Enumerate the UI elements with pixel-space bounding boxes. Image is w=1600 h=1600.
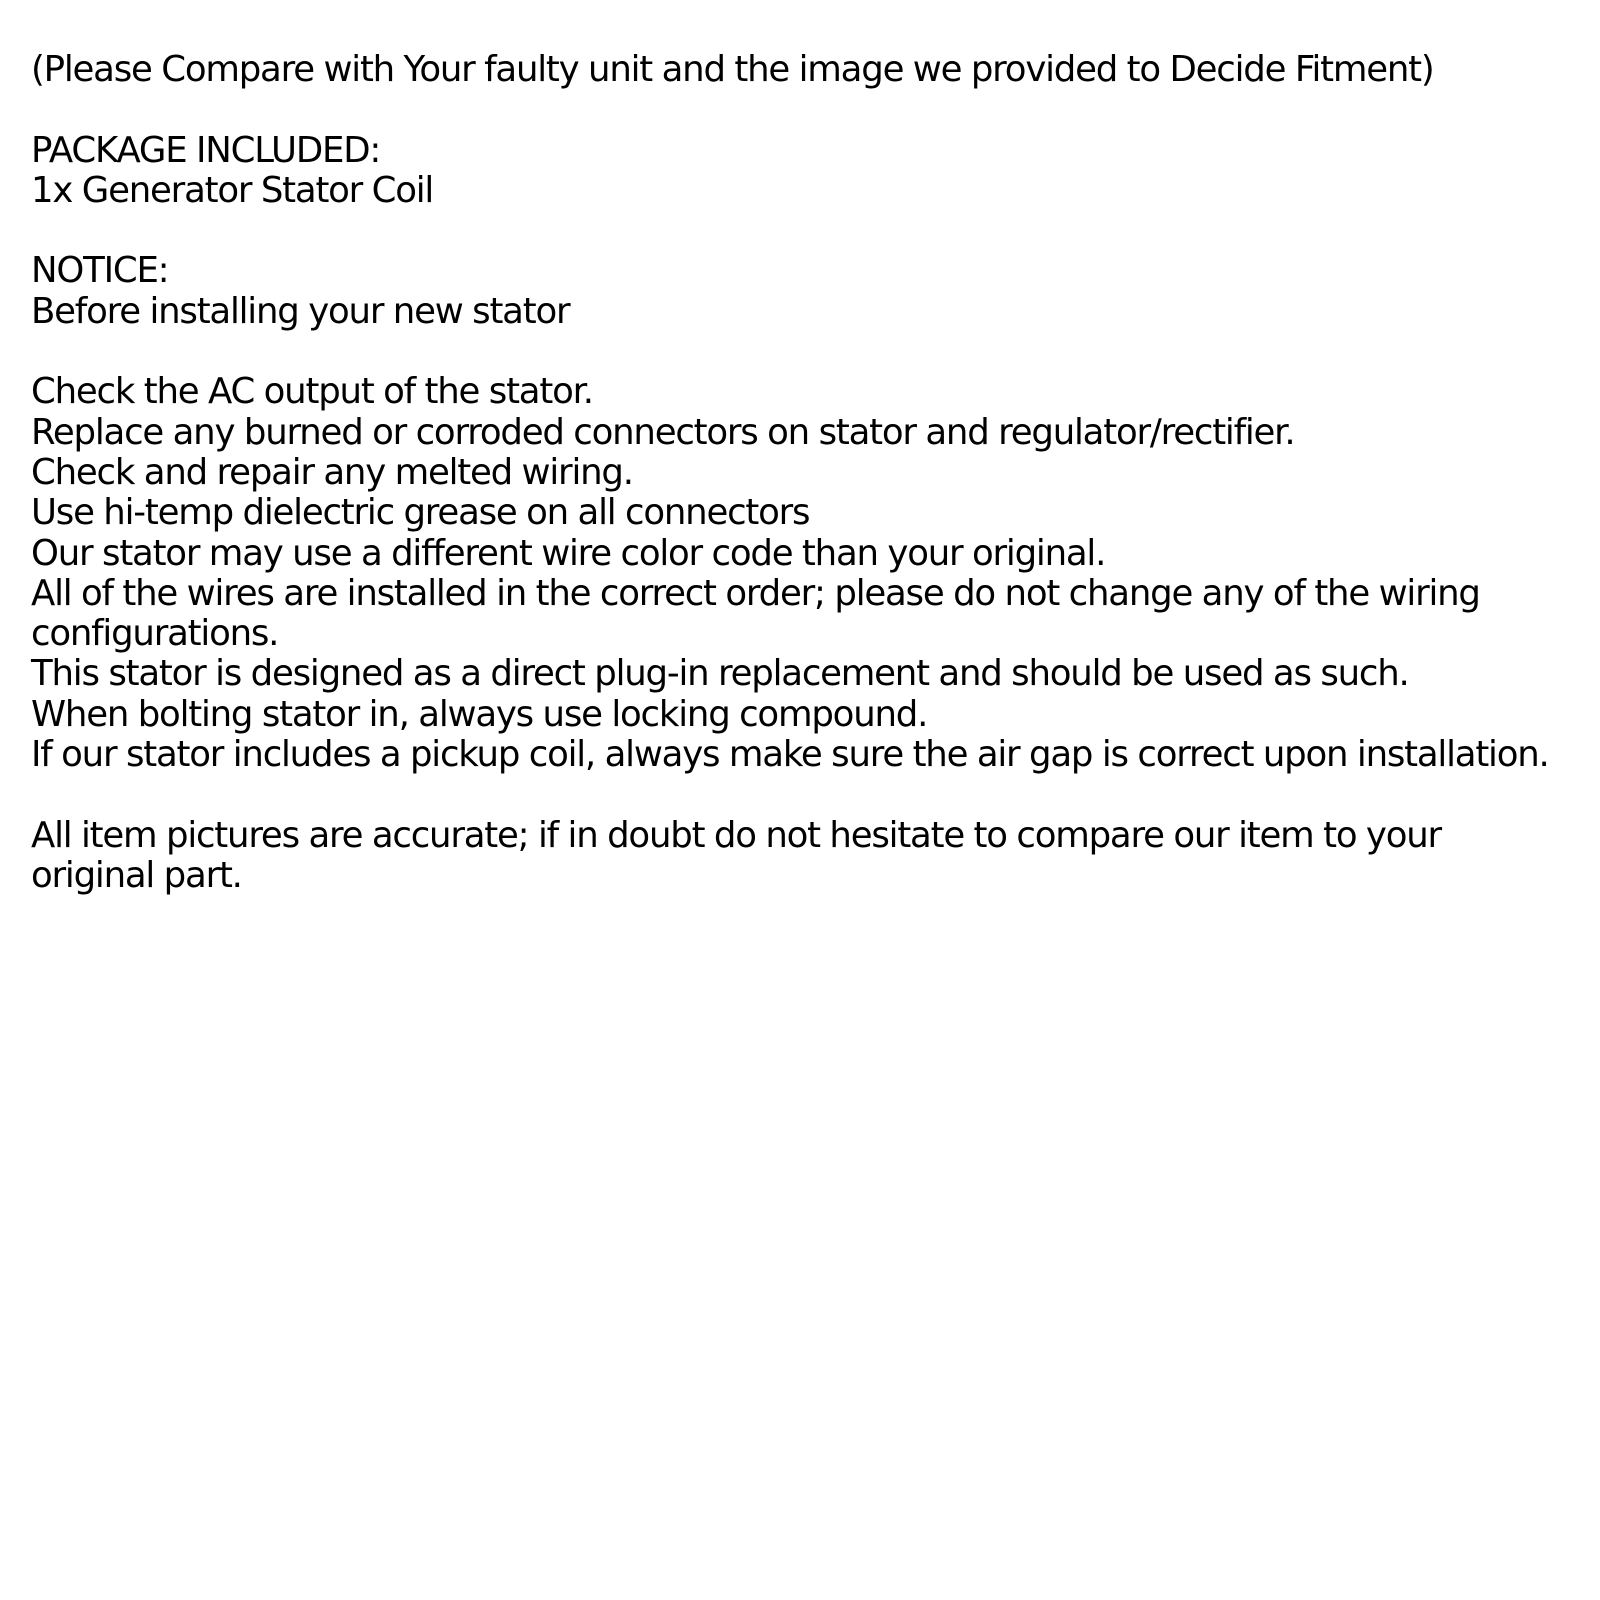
product-description bbox=[31, 50, 1581, 896]
spacer bbox=[31, 332, 1581, 372]
spacer bbox=[31, 775, 1581, 815]
instruction-line: All of the wires are installed in the correct order; please do not change any of the wiring bbox=[31, 572, 1480, 614]
instruction-line: This stator is designed as a direct plug-in replacement and should be used as such. bbox=[31, 653, 1409, 695]
instruction-line: Our stator may use a different wire color code than your original. bbox=[31, 532, 1106, 574]
instruction-line: Check the AC output of the stator. bbox=[31, 371, 593, 413]
instruction-line: Replace any burned or corroded connectors on stator and regulator/rectifier. bbox=[31, 411, 1295, 453]
package-heading: PACKAGE INCLUDED: bbox=[31, 129, 381, 171]
instruction-line: configurations. bbox=[31, 613, 279, 655]
instruction-line: When bolting stator in, always use locking compound. bbox=[31, 693, 928, 735]
closing-line: original part. bbox=[31, 854, 242, 896]
fitment-note: (Please Compare with Your faulty unit and the image we provided to Decide Fitment) bbox=[31, 49, 1434, 90]
spacer bbox=[31, 211, 1581, 251]
instruction-line: Use hi-temp dielectric grease on all connectors bbox=[31, 492, 810, 534]
package-item: 1x Generator Stator Coil bbox=[31, 169, 434, 211]
instruction-line: Check and repair any melted wiring. bbox=[31, 451, 633, 493]
spacer bbox=[31, 90, 1581, 130]
instruction-line: If our stator includes a pickup coil, always make sure the air gap is correct upon installation. bbox=[31, 734, 1549, 776]
notice-heading: NOTICE: bbox=[31, 250, 169, 292]
closing-line: All item pictures are accurate; if in doubt do not hesitate to compare our item to your bbox=[31, 814, 1441, 856]
notice-subheading: Before installing your new stator bbox=[31, 290, 570, 332]
